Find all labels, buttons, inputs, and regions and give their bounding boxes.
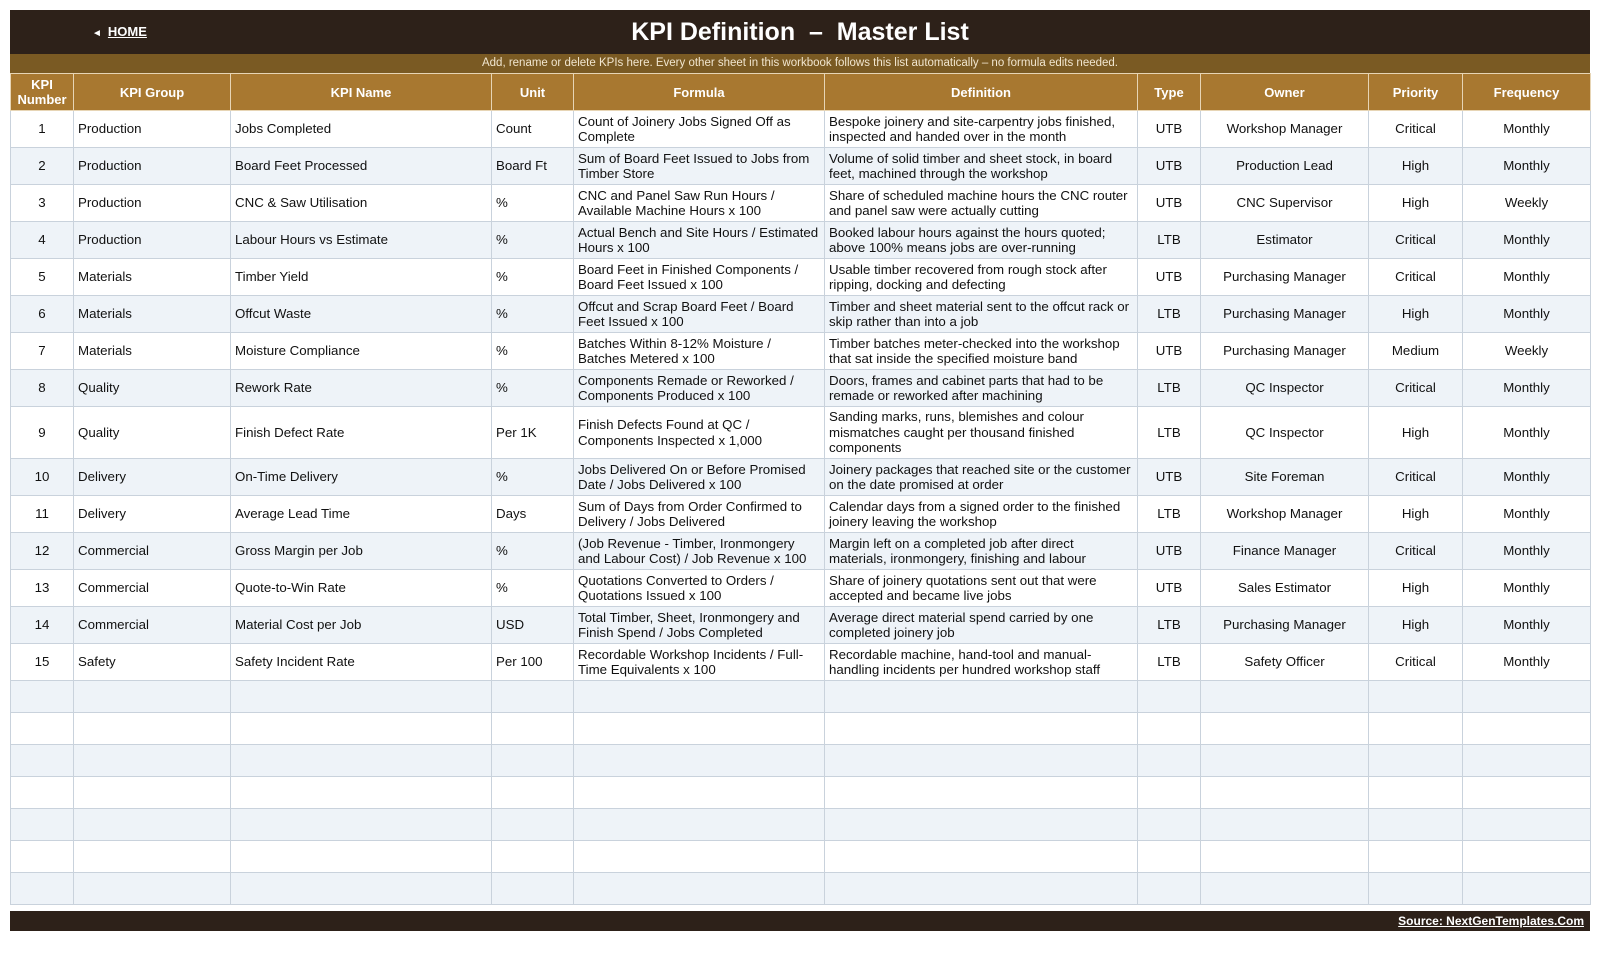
empty-cell[interactable] (1463, 745, 1591, 777)
frequency-cell[interactable]: Monthly (1463, 570, 1591, 607)
empty-row (11, 873, 1591, 905)
kpi-group-cell[interactable]: Delivery (74, 496, 231, 533)
frequency-cell[interactable]: Monthly (1463, 533, 1591, 570)
frequency-cell[interactable]: Weekly (1463, 333, 1591, 370)
formula-cell[interactable]: Count of Joinery Jobs Signed Off as Complete (574, 111, 825, 148)
unit-cell[interactable]: % (492, 533, 574, 570)
kpi-name-cell[interactable]: Labour Hours vs Estimate (231, 222, 492, 259)
frequency-cell[interactable]: Monthly (1463, 370, 1591, 407)
unit-cell[interactable]: % (492, 222, 574, 259)
empty-cell[interactable] (1369, 745, 1463, 777)
type-cell[interactable]: UTB (1138, 333, 1201, 370)
formula-cell[interactable]: Jobs Delivered On or Before Promised Date / Jobs Delivered x 100 (574, 459, 825, 496)
kpi-name-cell[interactable]: Moisture Compliance (231, 333, 492, 370)
empty-cell[interactable] (1369, 713, 1463, 745)
table-row (11, 296, 1591, 333)
kpi-name-cell[interactable]: Finish Defect Rate (231, 407, 492, 459)
empty-cell[interactable] (1463, 681, 1591, 713)
formula-cell[interactable]: Components Remade or Reworked / Components Produced x 100 (574, 370, 825, 407)
kpi-group-cell[interactable]: Production (74, 148, 231, 185)
priority-cell[interactable]: High (1369, 496, 1463, 533)
empty-cell[interactable] (574, 681, 825, 713)
type-cell[interactable]: UTB (1138, 533, 1201, 570)
empty-cell[interactable] (1463, 873, 1591, 905)
empty-cell[interactable] (74, 745, 231, 777)
page-title: KPI Definition – Master List (631, 18, 969, 46)
priority-cell[interactable]: Critical (1369, 533, 1463, 570)
empty-cell[interactable] (231, 713, 492, 745)
kpi-group-cell[interactable]: Production (74, 222, 231, 259)
priority-cell[interactable]: Critical (1369, 259, 1463, 296)
formula-cell[interactable]: CNC and Panel Saw Run Hours / Available Machine Hours x 100 (574, 185, 825, 222)
formula-cell[interactable]: Batches Within 8-12% Moisture / Batches Metered x 100 (574, 333, 825, 370)
empty-cell[interactable] (574, 841, 825, 873)
unit-cell[interactable]: Days (492, 496, 574, 533)
owner-cell[interactable]: QC Inspector (1201, 370, 1369, 407)
owner-cell[interactable]: Purchasing Manager (1201, 607, 1369, 644)
empty-cell[interactable] (825, 713, 1138, 745)
owner-cell[interactable]: Purchasing Manager (1201, 333, 1369, 370)
empty-cell[interactable] (74, 841, 231, 873)
priority-cell[interactable]: Medium (1369, 333, 1463, 370)
type-cell[interactable]: LTB (1138, 407, 1201, 459)
empty-cell[interactable] (11, 681, 74, 713)
empty-cell[interactable] (74, 681, 231, 713)
owner-cell[interactable]: Sales Estimator (1201, 570, 1369, 607)
owner-cell[interactable]: Purchasing Manager (1201, 296, 1369, 333)
priority-cell[interactable]: High (1369, 185, 1463, 222)
frequency-cell[interactable]: Monthly (1463, 496, 1591, 533)
empty-cell[interactable] (825, 681, 1138, 713)
empty-cell[interactable] (825, 777, 1138, 809)
definition-cell[interactable]: Volume of solid timber and sheet stock, in board feet, machined through the workshop (825, 148, 1138, 185)
col-header-frequency[interactable]: Frequency (1463, 74, 1591, 111)
col-header-kpi-name[interactable]: KPI Name (231, 74, 492, 111)
empty-cell[interactable] (1463, 841, 1591, 873)
kpi-table (10, 73, 1591, 905)
formula-cell[interactable]: Sum of Days from Order Confirmed to Delivery / Jobs Delivered (574, 496, 825, 533)
table-body (11, 111, 1591, 905)
empty-cell[interactable] (1369, 681, 1463, 713)
instruction-banner: Add, rename or delete KPIs here. Every other sheet in this workbook follows this list automatically – no formula edits needed. (10, 54, 1590, 73)
empty-cell[interactable] (1201, 745, 1369, 777)
col-header-priority[interactable]: Priority (1369, 74, 1463, 111)
col-header-type[interactable]: Type (1138, 74, 1201, 111)
empty-cell[interactable] (1369, 873, 1463, 905)
kpi-name-cell[interactable]: Offcut Waste (231, 296, 492, 333)
kpi-number-cell[interactable]: 13 (11, 570, 74, 607)
empty-cell[interactable] (574, 873, 825, 905)
owner-cell[interactable]: Estimator (1201, 222, 1369, 259)
type-cell[interactable]: LTB (1138, 370, 1201, 407)
empty-cell[interactable] (1138, 681, 1201, 713)
table-row (11, 607, 1591, 644)
owner-cell[interactable]: Production Lead (1201, 148, 1369, 185)
owner-cell[interactable]: CNC Supervisor (1201, 185, 1369, 222)
empty-cell[interactable] (1138, 873, 1201, 905)
empty-cell[interactable] (11, 777, 74, 809)
empty-cell[interactable] (1463, 809, 1591, 841)
table-row (11, 644, 1591, 681)
priority-cell[interactable]: High (1369, 570, 1463, 607)
formula-cell[interactable]: Total Timber, Sheet, Ironmongery and Finish Spend / Jobs Completed (574, 607, 825, 644)
unit-cell[interactable]: USD (492, 607, 574, 644)
empty-cell[interactable] (825, 809, 1138, 841)
col-header-definition[interactable]: Definition (825, 74, 1138, 111)
kpi-name-cell[interactable]: Board Feet Processed (231, 148, 492, 185)
empty-cell[interactable] (231, 745, 492, 777)
owner-cell[interactable]: Workshop Manager (1201, 496, 1369, 533)
empty-cell[interactable] (231, 873, 492, 905)
formula-cell[interactable]: (Job Revenue - Timber, Ironmongery and Labour Cost) / Job Revenue x 100 (574, 533, 825, 570)
kpi-group-cell[interactable]: Materials (74, 259, 231, 296)
kpi-group-cell[interactable]: Materials (74, 296, 231, 333)
kpi-name-cell[interactable]: Quote-to-Win Rate (231, 570, 492, 607)
empty-cell[interactable] (1369, 841, 1463, 873)
col-header-kpi-number[interactable]: KPI Number (11, 74, 74, 111)
owner-cell[interactable]: Finance Manager (1201, 533, 1369, 570)
definition-cell[interactable]: Margin left on a completed job after direct materials, ironmongery, finishing and labour (825, 533, 1138, 570)
col-header-formula[interactable]: Formula (574, 74, 825, 111)
col-header-unit[interactable]: Unit (492, 74, 574, 111)
unit-cell[interactable]: Board Ft (492, 148, 574, 185)
unit-cell[interactable]: Count (492, 111, 574, 148)
definition-cell[interactable]: Share of joinery quotations sent out that were accepted and became live jobs (825, 570, 1138, 607)
table-row (11, 333, 1591, 370)
source-link[interactable]: Source: NextGenTemplates.Com (1398, 914, 1584, 928)
kpi-number-cell[interactable]: 3 (11, 185, 74, 222)
table-row (11, 496, 1591, 533)
formula-cell[interactable]: Recordable Workshop Incidents / Full-Time Equivalents x 100 (574, 644, 825, 681)
unit-cell[interactable]: % (492, 570, 574, 607)
empty-cell[interactable] (492, 809, 574, 841)
definition-cell[interactable]: Timber batches meter-checked into the workshop that sat inside the specified moisture band (825, 333, 1138, 370)
kpi-name-cell[interactable]: On-Time Delivery (231, 459, 492, 496)
unit-cell[interactable]: % (492, 333, 574, 370)
definition-cell[interactable]: Share of scheduled machine hours the CNC router and panel saw were actually cutting (825, 185, 1138, 222)
kpi-number-cell[interactable]: 4 (11, 222, 74, 259)
table-row (11, 148, 1591, 185)
formula-cell[interactable]: Board Feet in Finished Components / Board Feet Issued x 100 (574, 259, 825, 296)
definition-cell[interactable]: Bespoke joinery and site-carpentry jobs finished, inspected and handed over in the month (825, 111, 1138, 148)
empty-cell[interactable] (492, 745, 574, 777)
type-cell[interactable]: UTB (1138, 570, 1201, 607)
unit-cell[interactable]: % (492, 370, 574, 407)
empty-cell[interactable] (1463, 713, 1591, 745)
type-cell[interactable]: LTB (1138, 222, 1201, 259)
empty-cell[interactable] (1138, 809, 1201, 841)
empty-cell[interactable] (1201, 873, 1369, 905)
kpi-name-cell[interactable]: Timber Yield (231, 259, 492, 296)
frequency-cell[interactable]: Monthly (1463, 607, 1591, 644)
empty-cell[interactable] (1201, 841, 1369, 873)
back-arrow-icon: ◄ (92, 28, 102, 39)
empty-cell[interactable] (492, 713, 574, 745)
empty-cell[interactable] (11, 713, 74, 745)
empty-row (11, 777, 1591, 809)
empty-cell[interactable] (231, 809, 492, 841)
kpi-group-cell[interactable]: Materials (74, 333, 231, 370)
table-row (11, 222, 1591, 259)
type-cell[interactable]: UTB (1138, 459, 1201, 496)
kpi-number-cell[interactable]: 14 (11, 607, 74, 644)
empty-cell[interactable] (492, 681, 574, 713)
type-cell[interactable]: LTB (1138, 496, 1201, 533)
home-label: HOME (107, 24, 147, 39)
kpi-number-cell[interactable]: 8 (11, 370, 74, 407)
kpi-number-cell[interactable]: 9 (11, 407, 74, 459)
empty-cell[interactable] (1201, 809, 1369, 841)
table-row (11, 533, 1591, 570)
frequency-cell[interactable]: Monthly (1463, 459, 1591, 496)
formula-cell[interactable]: Quotations Converted to Orders / Quotations Issued x 100 (574, 570, 825, 607)
empty-cell[interactable] (1138, 777, 1201, 809)
kpi-number-cell[interactable]: 15 (11, 644, 74, 681)
unit-cell[interactable]: Per 1K (492, 407, 574, 459)
frequency-cell[interactable]: Monthly (1463, 148, 1591, 185)
kpi-group-cell[interactable]: Commercial (74, 607, 231, 644)
definition-cell[interactable]: Usable timber recovered from rough stock after ripping, docking and defecting (825, 259, 1138, 296)
unit-cell[interactable]: % (492, 296, 574, 333)
type-cell[interactable]: LTB (1138, 607, 1201, 644)
priority-cell[interactable]: High (1369, 607, 1463, 644)
kpi-number-cell[interactable]: 5 (11, 259, 74, 296)
unit-cell[interactable]: % (492, 185, 574, 222)
empty-cell[interactable] (1201, 777, 1369, 809)
priority-cell[interactable]: Critical (1369, 644, 1463, 681)
table-row (11, 370, 1591, 407)
table-row (11, 185, 1591, 222)
frequency-cell[interactable]: Monthly (1463, 644, 1591, 681)
priority-cell[interactable]: Critical (1369, 111, 1463, 148)
kpi-name-cell[interactable]: Safety Incident Rate (231, 644, 492, 681)
footer-bar (10, 911, 1590, 931)
unit-cell[interactable]: % (492, 459, 574, 496)
empty-cell[interactable] (574, 745, 825, 777)
empty-cell[interactable] (492, 777, 574, 809)
empty-cell[interactable] (574, 777, 825, 809)
type-cell[interactable]: UTB (1138, 185, 1201, 222)
empty-cell[interactable] (492, 841, 574, 873)
kpi-number-cell[interactable]: 1 (11, 111, 74, 148)
definition-cell[interactable]: Timber and sheet material sent to the offcut rack or skip rather than into a job (825, 296, 1138, 333)
definition-cell[interactable]: Booked labour hours against the hours quoted; above 100% means jobs are over-running (825, 222, 1138, 259)
owner-cell[interactable]: Safety Officer (1201, 644, 1369, 681)
frequency-cell[interactable]: Monthly (1463, 111, 1591, 148)
empty-cell[interactable] (11, 809, 74, 841)
table-row (11, 570, 1591, 607)
priority-cell[interactable]: Critical (1369, 370, 1463, 407)
empty-cell[interactable] (574, 713, 825, 745)
title-bar (10, 10, 1590, 54)
priority-cell[interactable]: High (1369, 148, 1463, 185)
kpi-name-cell[interactable]: CNC & Saw Utilisation (231, 185, 492, 222)
kpi-group-cell[interactable]: Production (74, 185, 231, 222)
kpi-name-cell[interactable]: Average Lead Time (231, 496, 492, 533)
table-row (11, 459, 1591, 496)
empty-cell[interactable] (574, 809, 825, 841)
empty-row (11, 713, 1591, 745)
col-header-owner[interactable]: Owner (1201, 74, 1369, 111)
table-row (11, 407, 1591, 459)
empty-cell[interactable] (1201, 681, 1369, 713)
kpi-number-cell[interactable]: 10 (11, 459, 74, 496)
kpi-name-cell[interactable]: Material Cost per Job (231, 607, 492, 644)
kpi-group-cell[interactable]: Commercial (74, 570, 231, 607)
kpi-group-cell[interactable]: Production (74, 111, 231, 148)
empty-cell[interactable] (11, 745, 74, 777)
owner-cell[interactable]: Purchasing Manager (1201, 259, 1369, 296)
unit-cell[interactable]: % (492, 259, 574, 296)
empty-cell[interactable] (1369, 809, 1463, 841)
kpi-group-cell[interactable]: Commercial (74, 533, 231, 570)
definition-cell[interactable]: Recordable machine, hand-tool and manual-handling incidents per hundred workshop staff (825, 644, 1138, 681)
empty-cell[interactable] (825, 745, 1138, 777)
owner-cell[interactable]: Site Foreman (1201, 459, 1369, 496)
empty-cell[interactable] (231, 841, 492, 873)
kpi-group-cell[interactable]: Delivery (74, 459, 231, 496)
empty-cell[interactable] (11, 873, 74, 905)
frequency-cell[interactable]: Monthly (1463, 407, 1591, 459)
empty-cell[interactable] (825, 873, 1138, 905)
kpi-number-cell[interactable]: 12 (11, 533, 74, 570)
empty-cell[interactable] (492, 873, 574, 905)
kpi-name-cell[interactable]: Rework Rate (231, 370, 492, 407)
owner-cell[interactable]: QC Inspector (1201, 407, 1369, 459)
type-cell[interactable]: UTB (1138, 111, 1201, 148)
empty-cell[interactable] (74, 873, 231, 905)
sheet-frame (10, 10, 1590, 905)
priority-cell[interactable]: High (1369, 296, 1463, 333)
header-row (11, 74, 1591, 111)
empty-cell[interactable] (1138, 713, 1201, 745)
type-cell[interactable]: UTB (1138, 259, 1201, 296)
definition-cell[interactable]: Sanding marks, runs, blemishes and colour mismatches caught per thousand finished components (825, 407, 1138, 459)
priority-cell[interactable]: Critical (1369, 222, 1463, 259)
kpi-number-cell[interactable]: 6 (11, 296, 74, 333)
formula-cell[interactable]: Sum of Board Feet Issued to Jobs from Timber Store (574, 148, 825, 185)
empty-cell[interactable] (1201, 713, 1369, 745)
empty-row (11, 745, 1591, 777)
kpi-number-cell[interactable]: 2 (11, 148, 74, 185)
empty-cell[interactable] (74, 777, 231, 809)
formula-cell[interactable]: Finish Defects Found at QC / Components Inspected x 1,000 (574, 407, 825, 459)
definition-cell[interactable]: Calendar days from a signed order to the finished joinery leaving the workshop (825, 496, 1138, 533)
empty-cell[interactable] (1369, 777, 1463, 809)
kpi-number-cell[interactable]: 11 (11, 496, 74, 533)
empty-cell[interactable] (1138, 745, 1201, 777)
priority-cell[interactable]: High (1369, 407, 1463, 459)
table-row (11, 259, 1591, 296)
kpi-group-cell[interactable]: Safety (74, 644, 231, 681)
kpi-name-cell[interactable]: Gross Margin per Job (231, 533, 492, 570)
frequency-cell[interactable]: Monthly (1463, 222, 1591, 259)
empty-cell[interactable] (74, 713, 231, 745)
formula-cell[interactable]: Offcut and Scrap Board Feet / Board Feet Issued x 100 (574, 296, 825, 333)
frequency-cell[interactable]: Monthly (1463, 296, 1591, 333)
empty-cell[interactable] (231, 777, 492, 809)
empty-cell[interactable] (1463, 777, 1591, 809)
priority-cell[interactable]: Critical (1369, 459, 1463, 496)
definition-cell[interactable]: Doors, frames and cabinet parts that had to be remade or reworked after machining (825, 370, 1138, 407)
type-cell[interactable]: LTB (1138, 644, 1201, 681)
frequency-cell[interactable]: Weekly (1463, 185, 1591, 222)
empty-row (11, 809, 1591, 841)
empty-cell[interactable] (231, 681, 492, 713)
unit-cell[interactable]: Per 100 (492, 644, 574, 681)
type-cell[interactable]: LTB (1138, 296, 1201, 333)
empty-row (11, 841, 1591, 873)
kpi-name-cell[interactable]: Jobs Completed (231, 111, 492, 148)
frequency-cell[interactable]: Monthly (1463, 259, 1591, 296)
definition-cell[interactable]: Joinery packages that reached site or the customer on the date promised at order (825, 459, 1138, 496)
type-cell[interactable]: UTB (1138, 148, 1201, 185)
owner-cell[interactable]: Workshop Manager (1201, 111, 1369, 148)
empty-cell[interactable] (1138, 841, 1201, 873)
formula-cell[interactable]: Actual Bench and Site Hours / Estimated Hours x 100 (574, 222, 825, 259)
table-row (11, 111, 1591, 148)
empty-cell[interactable] (825, 841, 1138, 873)
empty-row (11, 681, 1591, 713)
definition-cell[interactable]: Average direct material spend carried by one completed joinery job (825, 607, 1138, 644)
kpi-group-cell[interactable]: Quality (74, 407, 231, 459)
empty-cell[interactable] (11, 841, 74, 873)
empty-cell[interactable] (74, 809, 231, 841)
kpi-group-cell[interactable]: Quality (74, 370, 231, 407)
col-header-kpi-group[interactable]: KPI Group (74, 74, 231, 111)
kpi-number-cell[interactable]: 7 (11, 333, 74, 370)
